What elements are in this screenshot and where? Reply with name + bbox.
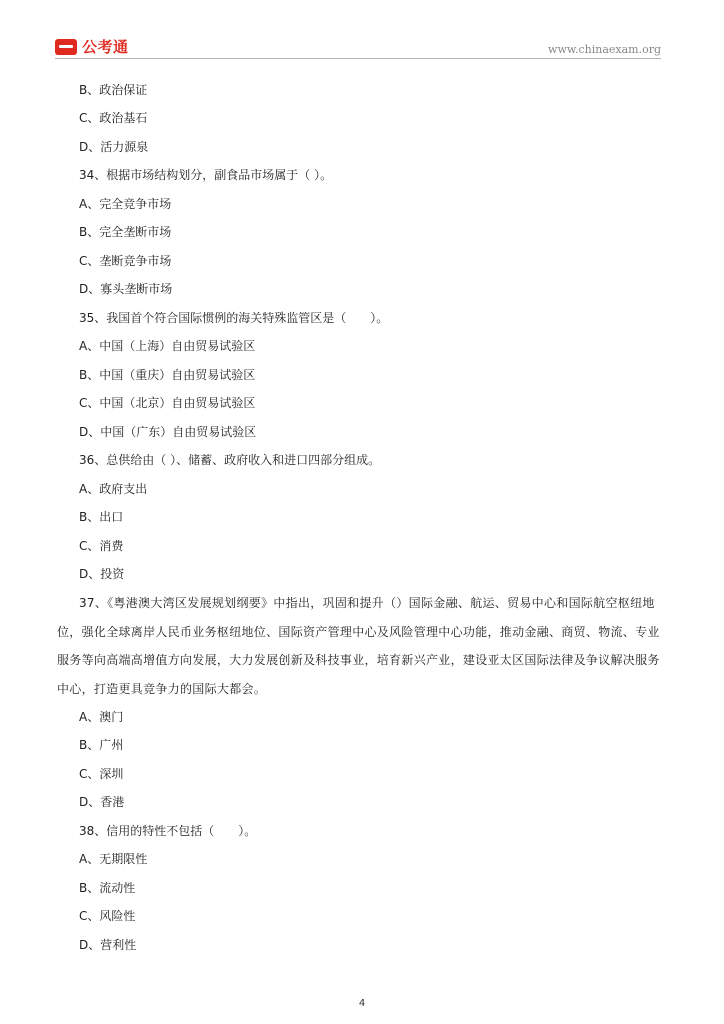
logo-icon <box>55 39 77 55</box>
question-35-option-d: D、中国（广东）自由贸易试验区 <box>79 425 257 439</box>
question-34-option-c: C、垄断竞争市场 <box>79 254 172 268</box>
question-36: 36、总供给由（ ）、储蓄、政府收入和进口四部分组成。 <box>79 453 381 467</box>
question-36-option-b: B、出口 <box>79 510 124 524</box>
question-37-option-d: D、香港 <box>79 795 125 809</box>
question-36-option-c: C、消费 <box>79 539 124 553</box>
option-c: C、政治基石 <box>79 111 148 125</box>
option-d: D、活力源泉 <box>79 140 149 154</box>
question-34-option-a: A、完全竞争市场 <box>79 197 172 211</box>
question-38-option-b: B、流动性 <box>79 881 136 895</box>
question-37-option-a: A、澳门 <box>79 710 124 724</box>
question-36-option-a: A、政府支出 <box>79 482 148 496</box>
question-34-option-d: D、寡头垄断市场 <box>79 282 173 296</box>
question-38-option-c: C、风险性 <box>79 909 136 923</box>
question-37: 37、《粤港澳大湾区发展规划纲要》中指出，巩固和提升（）国际金融、航运、贸易中心和国际航空枢纽地位，强化全球离岸人民币业务枢纽地位、国际资产管理中心及风险管理中心功能，推动金融、商贸、物流、专业服务等向高端高增值方向发展，大力发展创新及科技事业，培育新兴产业，建设亚太区国际法律及争议解决服务中心，打造更具竞争力的国际大都会。 <box>57 596 660 696</box>
question-37-option-c: C、深圳 <box>79 767 124 781</box>
question-35-option-c: C、中国（北京）自由贸易试验区 <box>79 396 256 410</box>
question-38-option-a: A、无期限性 <box>79 852 148 866</box>
option-b: B、政治保证 <box>79 83 148 97</box>
question-35: 35、我国首个符合国际惯例的海关特殊监管区是（ ）。 <box>79 311 389 325</box>
question-34: 34、根据市场结构划分，副食品市场属于（ ）。 <box>79 168 333 182</box>
site-url: www.chinaexam.org <box>548 43 661 56</box>
page-header <box>55 34 661 60</box>
question-38-option-d: D、营利性 <box>79 938 137 952</box>
question-34-option-b: B、完全垄断市场 <box>79 225 172 239</box>
question-36-option-d: D、投资 <box>79 567 125 581</box>
logo-text: 公考通 <box>82 38 129 56</box>
header-divider <box>55 58 661 59</box>
question-35-option-a: A、中国（上海）自由贸易试验区 <box>79 339 256 353</box>
question-38: 38、信用的特性不包括（ ）。 <box>79 824 257 838</box>
logo <box>55 36 129 57</box>
page-number: 4 <box>358 998 366 1009</box>
question-37-option-b: B、广州 <box>79 738 124 752</box>
question-35-option-b: B、中国（重庆）自由贸易试验区 <box>79 368 256 382</box>
